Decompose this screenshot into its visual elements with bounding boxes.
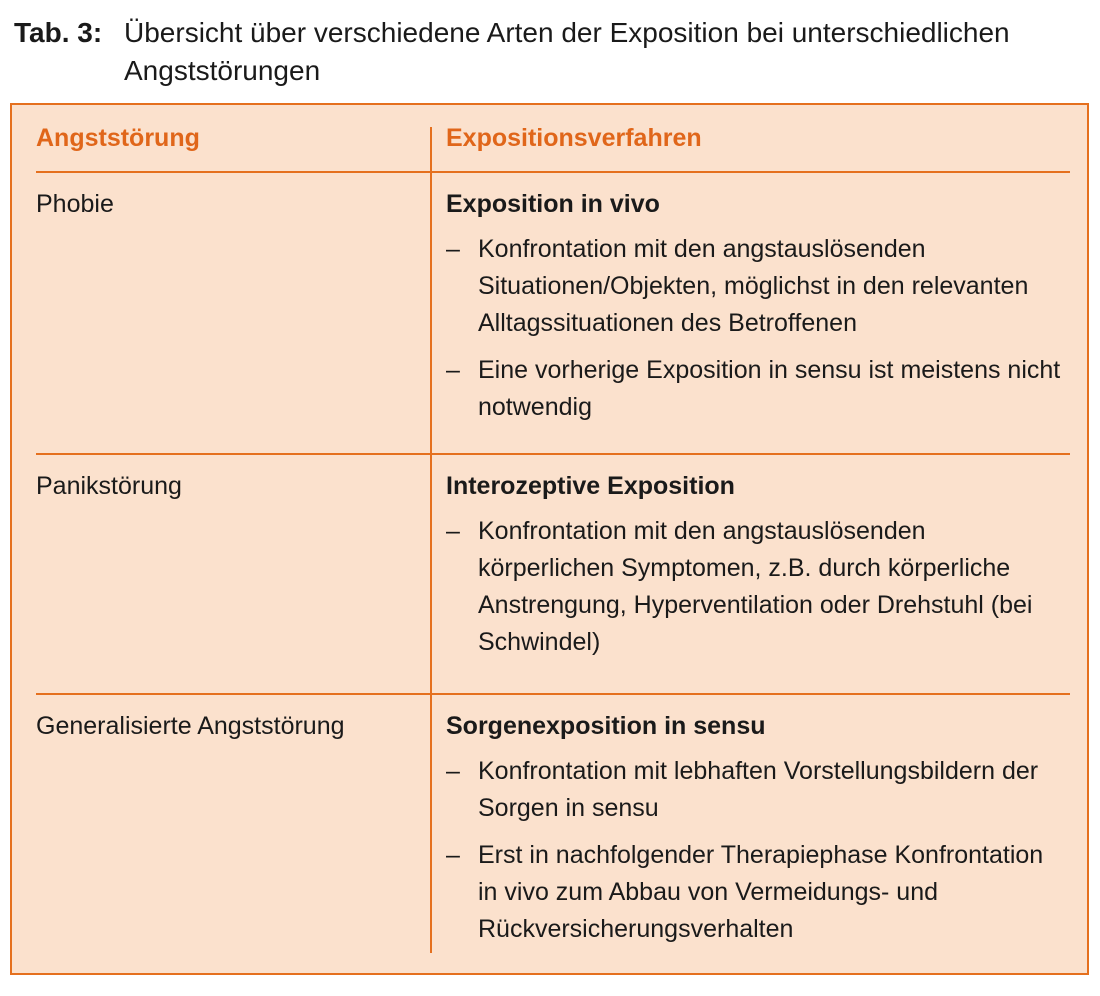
- bullet-item: [446, 352, 1066, 426]
- row-panik-method: [446, 469, 1066, 671]
- bullet-text: Eine vorherige Exposition in sensu ist meistens nicht notwendig: [478, 356, 1061, 421]
- row-phobie-disorder: Phobie: [36, 190, 114, 218]
- row-rule: [36, 453, 1070, 455]
- caption-text: Übersicht über verschiedene Arten der Exposition bei unterschiedlichen Angststörungen: [124, 17, 1010, 86]
- bullet-dash: –: [446, 757, 460, 785]
- bullet-text: Konfrontation mit den angstauslösenden körperlichen Symptomen, z.B. durch körperliche Anstrengung, Hyperventilation oder Drehstuhl (bei Schwindel): [478, 517, 1033, 656]
- bullet-dash: –: [446, 517, 460, 545]
- method-title: Exposition in vivo: [446, 190, 660, 218]
- bullet-text: Konfrontation mit lebhaften Vorstellungsbildern der Sorgen in sensu: [478, 757, 1039, 822]
- header-rule: [36, 171, 1070, 173]
- caption-label: Tab. 3:: [14, 17, 103, 48]
- column-divider-header: [430, 127, 432, 171]
- header-method: Expositionsverfahren: [446, 124, 702, 152]
- bullet-dash: –: [446, 356, 460, 384]
- bullet-text: Erst in nachfolgender Therapiephase Konfrontation in vivo zum Abbau von Vermeidungs- und Rückversicherungsverhalten: [478, 841, 1044, 943]
- bullet-dash: –: [446, 235, 460, 263]
- bullet-item: [446, 513, 1066, 661]
- table-caption: [14, 14, 1084, 90]
- row-phobie-method: [446, 187, 1066, 436]
- row-rule: [36, 693, 1070, 695]
- bullet-dash: –: [446, 841, 460, 869]
- exposure-table: [10, 103, 1089, 975]
- method-title: Interozeptive Exposition: [446, 472, 735, 500]
- column-divider-body: [430, 171, 432, 953]
- bullet-item: [446, 753, 1066, 827]
- method-title: Sorgenexposition in sensu: [446, 712, 766, 740]
- bullet-item: [446, 231, 1066, 342]
- bullet-item: [446, 837, 1066, 948]
- bullet-text: Konfrontation mit den angstauslösenden Situationen/Objekten, möglichst in den relevanten Alltagssituationen des Betroffenen: [478, 235, 1029, 337]
- row-gad-method: [446, 709, 1066, 958]
- header-disorder: Angststörung: [36, 124, 200, 152]
- row-gad-disorder: Generalisierte Angststörung: [36, 712, 345, 740]
- row-panik-disorder: Panikstörung: [36, 472, 182, 500]
